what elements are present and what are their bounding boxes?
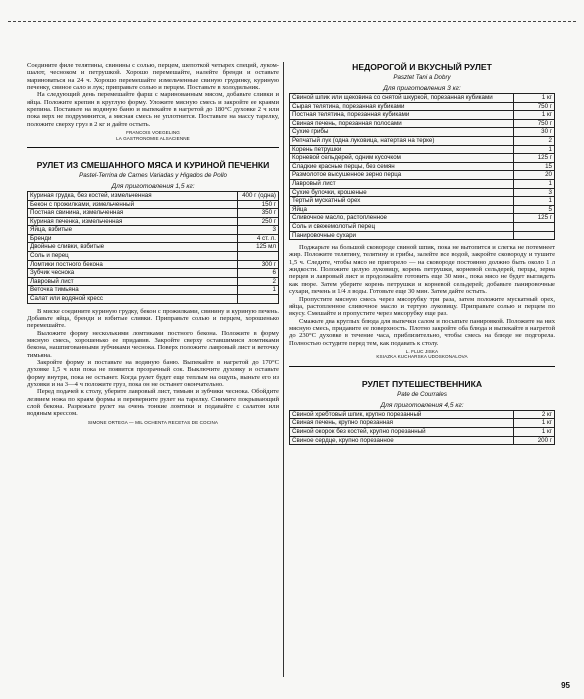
ingredient-row [290,136,555,145]
ingredient-quantity: 6 [238,269,279,278]
recipe-title: РУЛЕТ ИЗ СМЕШАННОГО МЯСА И КУРИНОЙ ПЕЧЕНКИ [36,159,270,170]
ingredient-quantity: 3 [238,226,279,235]
method-paragraph: В миске соедините куриную грудку, бекон с прожилками, свинину и куриную печень. Добавьте яйца, бренди и взбитые сливки. Приправьте солью и перцем, хорошенько перемешайте. [27,307,279,330]
ingredient-quantity: 2 [514,136,555,145]
ingredient-quantity: 350 г [238,209,279,218]
ingredient-name: Сырая телятина, порезанная кубиками [290,102,514,111]
ingredients-table [289,410,555,445]
ingredient-name: Ломтики постного бекона [28,260,238,269]
recipe-subtitle: Pastel-Terrina de Carnes Variadas y Higados de Pollo [79,171,227,179]
page-number: 95 [561,681,570,690]
ingredient-quantity: 150 г [238,200,279,209]
ingredient-name: Яйца [290,205,514,214]
ingredient-row [28,226,279,235]
credit-author: FRANCOIS VOEGELING [126,130,180,136]
ingredient-quantity: 20 [514,171,555,180]
recipe-subtitle: Pasztet Tani a Dobry [393,74,451,81]
right-column [289,62,555,445]
ingredient-quantity: 5 [514,205,555,214]
method-paragraph: Смажьте два круглых блюда для выпечки салом и посыпьте панировкой. Положите на них мясную смесь, придавите ее поверхность. Плотно закройте оба блюда и выпекайте в нагретой до 230°С духовке в течение часа, приблизительно, чтобы смесь на блюде не подгорела. Полностью остудите перед тем, как подавать к столу. [289,317,555,347]
ingredient-name: Сухие грибы [290,128,514,137]
ingredient-row [290,154,555,163]
section-rule [27,147,279,148]
ingredient-quantity [514,222,555,231]
ingredient-name: Корень петрушки [290,145,514,154]
credit-author: L. FLUC JISKA [405,348,439,354]
ingredient-quantity: 15 [514,162,555,171]
method-paragraph: Выложите форму несколькими ломтиками постного бекона. Положите в форму мясную смесь, хорошенько ее придавив. Закройте сверху оставшимися ломтиками бекона, нашпигованными зубчиками чеснока. Поверх положите лавровый лист и веточку тимьяна. [27,329,279,359]
ingredient-quantity: 1 [238,286,279,295]
ingredient-name: Лавровый лист [28,277,238,286]
ingredient-quantity: 200 г [514,436,555,445]
ingredient-row [290,436,555,445]
ingredient-row [290,145,555,154]
credit [289,349,555,360]
ingredient-row [28,243,279,252]
ingredient-quantity: 4 ст. л. [238,234,279,243]
ingredient-name: Свиная печень, крупно порезанная [290,419,514,428]
ingredient-quantity: 300 г [238,260,279,269]
ingredient-name: Свиной хребтовый шпик, крупно порезанный [290,410,514,419]
recipe-title: НЕДОРОГОЙ И ВКУСНЫЙ РУЛЕТ [352,62,492,72]
ingredient-row [28,295,279,304]
ingredient-row [28,200,279,209]
ingredient-quantity: 750 г [514,119,555,128]
ingredient-name: Сливочное масло, растопленное [290,214,514,223]
ingredient-row [290,205,555,214]
ingredient-quantity: 125 мл [238,243,279,252]
method-paragraph: Поджарьте на большой сковороде свиной шпик, пока не вытопится и слегка не потемнеет жир. Положите телятину, телятину и грибы, залейте все водой, закройте сковороду и тушите 1,5 ч. Следите, чтобы мясо не пригорело — на сковороде постоянно должно быть около 1 л жидкости. Положите целую луковицу, корень петрушки, корневой сельдерей, перцы, зерна перцев и лавровый лист и продолжайте готовить еще 30 мин., пока мясо не будет выглядеть как пюре. Затем уберите корень петрушки и корневой сельдерей; добавьте панировочные сухари, печень и 1/4 л воды. Готовьте еще 30 мин. Затем дайте остыть. [289,244,555,296]
ingredient-name: Бекон с прожилками, измельченный [28,200,238,209]
ingredient-row [28,209,279,218]
ingredient-name: Репчатый лук (одна луковица, натертая на терке) [290,136,514,145]
ingredient-name: Корневой сельдерей, одним кусочком [290,154,514,163]
ingredient-quantity: 1 кг [514,111,555,120]
ingredient-quantity: 1 кг [514,419,555,428]
ingredients-table [289,93,555,240]
ingredients-table [27,191,279,304]
ingredient-quantity: 2 кг [514,410,555,419]
ingredient-row [290,197,555,206]
ingredient-name: Сладкие красные перцы, без семян [290,162,514,171]
column-divider [283,62,284,677]
ingredient-name: Свиной окорок без костей, крупно порезанный [290,427,514,436]
ingredient-quantity: 125 г [514,214,555,223]
credit [27,130,279,141]
section-rule [289,366,555,367]
ingredient-name: Соль и свежемолотый перец [290,222,514,231]
ingredient-name: Бренди [28,234,238,243]
ingredient-quantity: 2 [238,277,279,286]
credit-book: LA GASTRONOMIE ALSACIENNE [116,135,190,141]
intro-paragraph: На следующий день перемешайте фарш с маринованным мясом, добавьте сливки и яйца. Положите крепин в круглую форму. Уложите мясную смесь и закройте ее краями крепина. Поставьте на водяную баню и выпекайте в нагретой до 180°С духовке 2 ч или пока верх не подрумянится, а мясная смесь не уплотнится. Поставьте на массу тарелку, положите сверху груз в 2 кг и дайте остыть. [27,91,279,128]
ingredient-name: Свиное сердце, крупно порезанное [290,436,514,445]
method-paragraph: Перед подачей к столу, уберите лавровый лист, тимьян и зубчики чеснока. Обойдите лезвием ножа по краям формы и переверните рулет на тарелку. Снимите покрывающий слой бекона. Разрежьте рулет на очень тонкие ломтики и подавайте с салатом или водяным крессом. [27,388,279,418]
yield-label: Для приготовления 4,5 кг: [380,401,464,409]
ingredient-quantity [238,252,279,261]
method-paragraph: Закройте форму и поставьте на водяную баню. Выпекайте в нагретой до 170°С духовке 1,5 ч или пока не появится прозрачный сок. Выключите духовку и оставьте форму внутри, пока не остынет. Когда рулет будет еще теплым на ощупь, выньте его из духовки и на 3—4 ч положите груз, пока он не остынет окончательно. [27,359,279,389]
ingredient-row [28,260,279,269]
ingredient-quantity: 1 [514,145,555,154]
ingredient-row [290,410,555,419]
ingredient-row [28,277,279,286]
credit-book: KSIAZKA KUCHARSKA UDOSKONALOVA [376,354,468,360]
ingredient-row [290,214,555,223]
yield-label: Для приготовления 1,5 кг: [111,182,195,190]
ingredient-row [290,102,555,111]
intro-paragraph: Соедините филе телятины, свинины с солью, перцем, шепоткой четырех специй, луком-шалот, чесноком и петрушкой. Хорошо перемешайте, налейте бренди и оставьте мариноваться на 24 ч. Хорошо перемешайте измельченные свиную грудинку, куриную печенку, свиное сало и лук; приправьте солью и перцем. Поставьте в холодильник. [27,62,279,92]
ingredient-quantity [514,231,555,240]
credit: SIMONE ORTEGA — MIL OCHENTA RECETAS DE COCINA [87,419,219,425]
ingredient-row [28,234,279,243]
method-paragraph: Пропустите мясную смесь через мясорубку три раза, затем положите мускатный орех, яйца, растопленное сливочное масло и тертую луковицу. Приправьте солью и перцем по вкусу. Смешайте и пропустите через мясорубку еще раз. [289,295,555,318]
ingredient-quantity: 250 г [238,217,279,226]
left-column [27,62,279,425]
ingredient-row [28,269,279,278]
ingredient-name: Куриная грудка, без костей, измельченная [28,191,238,200]
ingredient-name: Свиной шпик или щековина со снятой шкуркой, порезанная кубиками [290,94,514,103]
ingredient-name: Веточка тимьяна [28,286,238,295]
ingredient-quantity: 750 г [514,102,555,111]
ingredient-row [28,252,279,261]
ingredient-row [290,179,555,188]
ingredient-row [290,94,555,103]
ingredient-row [290,231,555,240]
ingredient-name: Сухие булочки, крошеные [290,188,514,197]
ingredient-name: Двойные сливки, взбитые [28,243,238,252]
ingredient-row [290,111,555,120]
ingredient-quantity: 125 г [514,154,555,163]
ingredient-row [28,217,279,226]
ingredient-row [290,188,555,197]
ingredient-name: Постная свинина, измельченная [28,209,238,218]
ingredient-quantity: 3 [514,188,555,197]
ingredient-quantity [238,295,279,304]
top-rule [8,21,576,22]
ingredient-name: Панировочные сухари [290,231,514,240]
ingredient-row [290,427,555,436]
ingredient-name: Куриная печенка, измельченная [28,217,238,226]
ingredient-name: Яйца, взбитые [28,226,238,235]
ingredient-name: Размолотое высушенное зерно перца [290,171,514,180]
ingredient-quantity: 1 [514,179,555,188]
ingredient-quantity: 400 г (одна) [238,191,279,200]
ingredient-name: Салат или водяной кресс [28,295,238,304]
ingredient-row [290,171,555,180]
ingredient-row [28,191,279,200]
ingredient-quantity: 1 [514,197,555,206]
ingredient-row [290,119,555,128]
ingredient-name: Лавровый лист [290,179,514,188]
ingredient-row [290,419,555,428]
recipe-subtitle: Pate de Courrales [397,390,447,398]
ingredient-quantity: 1 кг [514,427,555,436]
ingredient-row [290,162,555,171]
yield-label: Для приготовления 3 кг: [383,85,461,92]
ingredient-name: Зубчик чеснока [28,269,238,278]
ingredient-quantity: 1 кг [514,94,555,103]
ingredient-name: Соль и перец [28,252,238,261]
ingredient-quantity: 30 г [514,128,555,137]
recipe-title: РУЛЕТ ПУТЕШЕСТВЕННИКА [361,378,483,389]
ingredient-name: Свиная печень, порезанная полосами [290,119,514,128]
ingredient-row [290,222,555,231]
ingredient-name: Тертый мускатный орех [290,197,514,206]
ingredient-row [290,128,555,137]
ingredient-name: Постная телятина, порезанная кубиками [290,111,514,120]
ingredient-row [28,286,279,295]
